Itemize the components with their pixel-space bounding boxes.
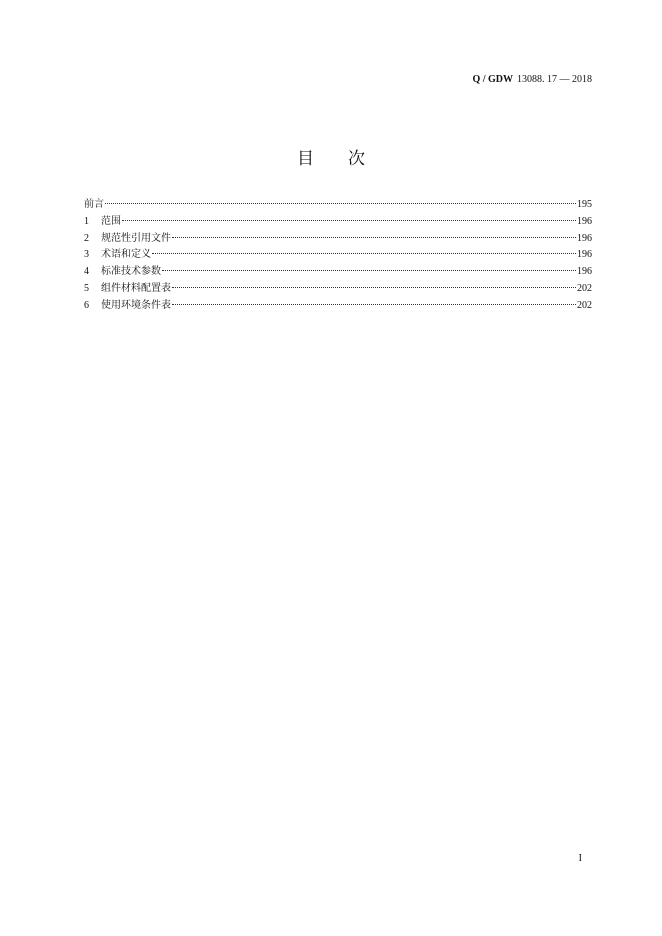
toc-entry-number: 3 bbox=[84, 249, 89, 261]
standard-prefix: Q / GDW bbox=[472, 74, 513, 85]
toc-entry-environmental-conditions[interactable] bbox=[84, 298, 592, 315]
toc-dot-leader bbox=[172, 287, 576, 288]
toc-entry-number: 5 bbox=[84, 282, 89, 294]
toc-page-number: 196 bbox=[577, 232, 592, 244]
toc-list bbox=[84, 197, 592, 315]
page-header bbox=[472, 74, 592, 85]
toc-entry-text: 标准技术参数 bbox=[101, 266, 161, 278]
toc-dot-leader bbox=[105, 203, 576, 204]
toc-entry-number: 6 bbox=[84, 299, 89, 311]
toc-dot-leader bbox=[172, 237, 576, 238]
toc-entry-normative-references[interactable] bbox=[84, 231, 592, 248]
toc-entry-scope[interactable] bbox=[84, 214, 592, 231]
toc-page-number: 196 bbox=[577, 249, 592, 261]
toc-page-number: 195 bbox=[577, 199, 592, 210]
toc-dot-leader bbox=[172, 304, 576, 305]
toc-entry-number: 4 bbox=[84, 266, 89, 278]
toc-dot-leader bbox=[162, 270, 576, 271]
toc-dot-leader bbox=[152, 253, 576, 254]
toc-entry-material-configuration[interactable] bbox=[84, 281, 592, 298]
toc-entry-terms-definitions[interactable] bbox=[84, 247, 592, 264]
toc-page-number: 196 bbox=[577, 215, 592, 227]
toc-page-number: 196 bbox=[577, 266, 592, 278]
toc-entry-text: 组件材料配置表 bbox=[101, 282, 171, 294]
toc-entry-technical-parameters[interactable] bbox=[84, 264, 592, 281]
toc-entry-text: 范围 bbox=[101, 215, 121, 227]
toc-title: 目次 bbox=[297, 149, 399, 169]
toc-page-number: 202 bbox=[577, 282, 592, 294]
toc-entry-text: 术语和定义 bbox=[101, 249, 151, 261]
standard-number: 13088. 17 — 2018 bbox=[517, 74, 592, 85]
toc-entry-number: 2 bbox=[84, 232, 89, 244]
toc-dot-leader bbox=[122, 220, 576, 221]
toc-entry-foreword[interactable] bbox=[84, 197, 592, 214]
toc-entry-text: 规范性引用文件 bbox=[101, 232, 171, 244]
toc-entry-number: 1 bbox=[84, 215, 89, 227]
toc-page-number: 202 bbox=[577, 299, 592, 311]
toc-entry-text: 前言 bbox=[84, 199, 104, 210]
toc-entry-text: 使用环境条件表 bbox=[101, 299, 171, 311]
page-number: I bbox=[578, 853, 582, 864]
